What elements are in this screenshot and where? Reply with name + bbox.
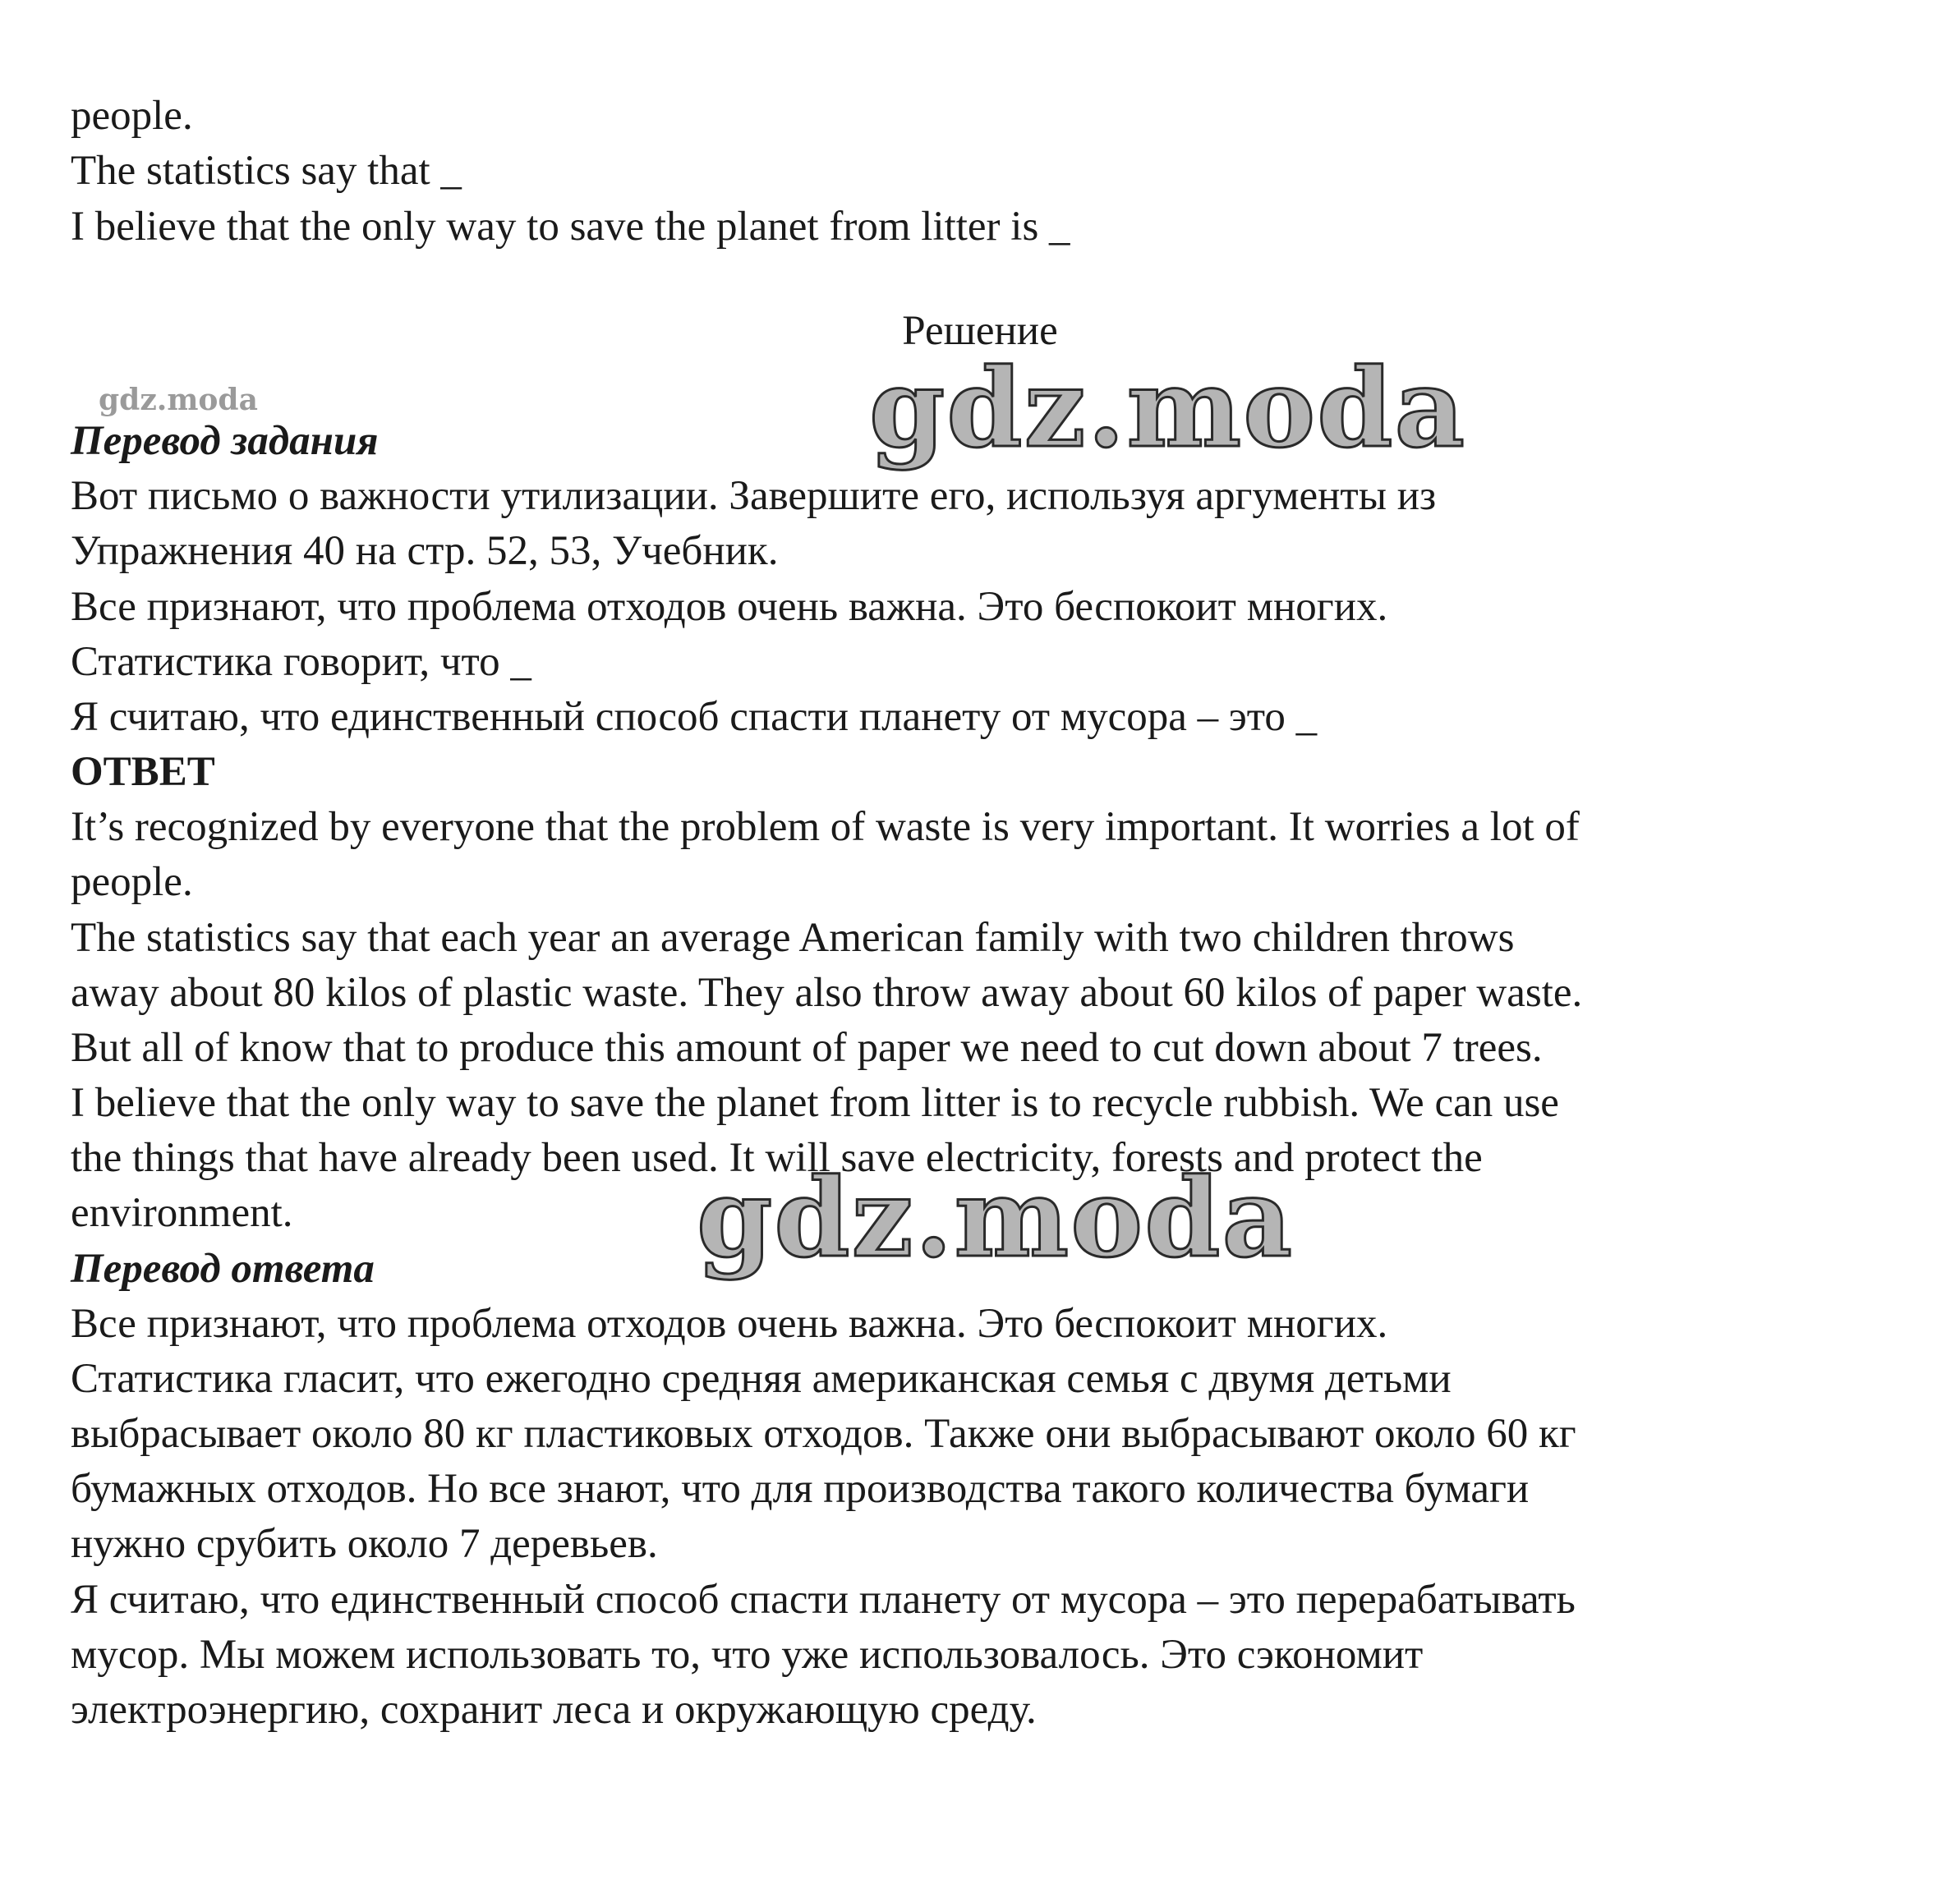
answer-line-3: The statistics say that each year an average American family with two children throws	[71, 915, 1515, 961]
answer-line-8: environment.	[71, 1190, 293, 1236]
watermark-large-middle: gdz.moda	[697, 1155, 1295, 1282]
answer-translation-line-2: Статистика гласит, что ежегодно средняя американская семья с двумя детьми	[71, 1356, 1452, 1402]
answer-translation-line-3: выбрасывает около 80 кг пластиковых отходов. Также они выбрасывают около 60 кг	[71, 1411, 1576, 1457]
answer-translation-line-5: нужно срубить около 7 деревьев.	[71, 1521, 658, 1567]
task-translation-line-5: Я считаю, что единственный способ спасти планету от мусора – это _	[71, 694, 1318, 740]
answer-line-2: people.	[71, 859, 193, 905]
answer-line-5: But all of know that to produce this amount of paper we need to cut down about 7 trees.	[71, 1025, 1543, 1071]
top-line-3: I believe that the only way to save the planet from litter is _	[71, 204, 1070, 250]
answer-translation-line-7: мусор. Мы можем использовать то, что уже использовалось. Это сэкономит	[71, 1632, 1424, 1678]
answer-line-4: away about 80 kilos of plastic waste. They also throw away about 60 kilos of paper waste.	[71, 970, 1583, 1016]
task-translation-line-2: Упражнения 40 на стр. 52, 53, Учебник.	[71, 528, 779, 574]
answer-line-7: the things that have already been used. It will save electricity, forests and protect the	[71, 1135, 1483, 1181]
task-translation-line-1: Вот письмо о важности утилизации. Завершите его, используя аргументы из	[71, 473, 1437, 519]
answer-translation-line-8: электроэнергию, сохранит леса и окружающую среду.	[71, 1687, 1037, 1733]
top-line-1: people.	[71, 93, 193, 139]
watermark-small: gdz.moda	[99, 383, 258, 417]
answer-line-6: I believe that the only way to save the planet from litter is to recycle rubbish. We can use	[71, 1080, 1559, 1126]
answer-translation-heading: Перевод ответа	[71, 1246, 375, 1292]
task-translation-line-4: Статистика говорит, что _	[71, 639, 531, 685]
watermark-large-top: gdz.moda	[869, 345, 1467, 472]
top-line-2: The statistics say that _	[71, 148, 462, 194]
task-translation-line-3: Все признают, что проблема отходов очень важна. Это беспокоит многих.	[71, 584, 1388, 630]
task-translation-heading: Перевод задания	[71, 418, 379, 464]
answer-translation-line-6: Я считаю, что единственный способ спасти планету от мусора – это перерабатывать	[71, 1577, 1576, 1623]
answer-translation-line-1: Все признают, что проблема отходов очень важна. Это беспокоит многих.	[71, 1301, 1388, 1347]
answer-translation-line-4: бумажных отходов. Но все знают, что для производства такого количества бумаги	[71, 1466, 1530, 1512]
answer-heading: ОТВЕТ	[71, 749, 215, 795]
answer-line-1: It’s recognized by everyone that the problem of waste is very important. It worries a lot of	[71, 804, 1580, 850]
solution-label: Решение	[902, 308, 1058, 354]
